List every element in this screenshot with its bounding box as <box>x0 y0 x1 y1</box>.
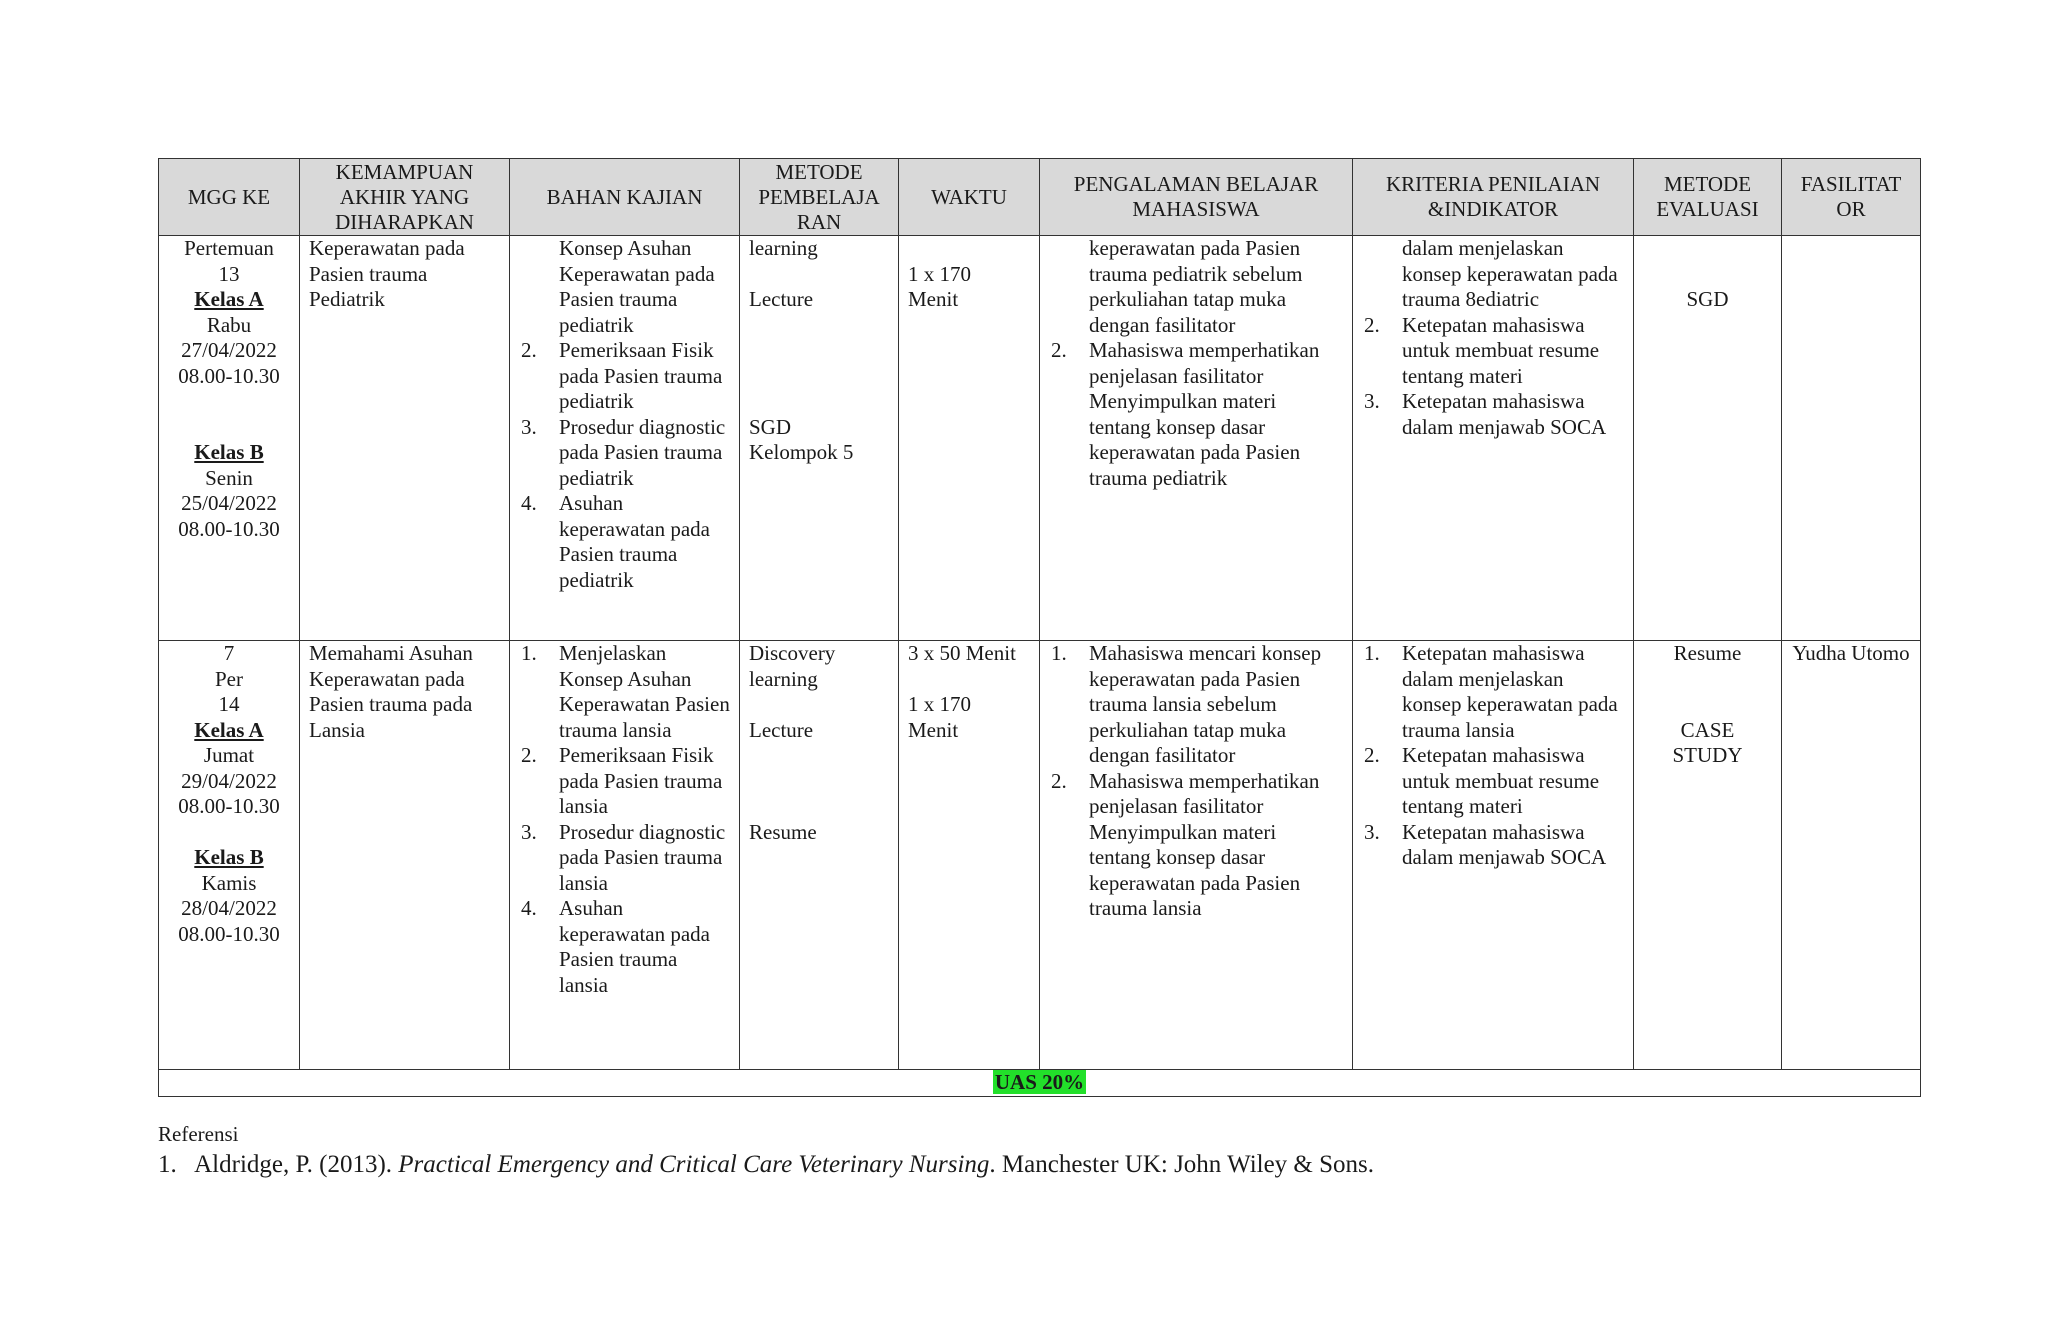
cell-kemampuan: Memahami Asuhan Keperawatan pada Pasien trauma pada Lansia <box>300 641 510 1070</box>
table-header-row <box>159 159 1921 236</box>
uas-row <box>159 1070 1921 1097</box>
cell-pengalaman <box>1040 641 1353 1070</box>
kelas-a-date: 29/04/2022 <box>181 768 277 793</box>
list-item: 3. Prosedur diagnostic pada Pasien trauma lansia <box>521 819 726 895</box>
list-item: 2. Pemeriksaan Fisik pada Pasien trauma pediatrik <box>521 338 723 413</box>
cell-metode-pembelajaran <box>740 236 899 641</box>
table-row <box>159 236 1921 641</box>
list-item: 3. Prosedur diagnostic pada Pasien trauma pediatrik <box>521 414 726 490</box>
reference-item <box>158 1148 1374 1182</box>
uas-label: UAS 20% <box>994 1070 1085 1094</box>
header-kemampuan: KEMAMPUAN AKHIR YANG DIHARAPKAN <box>300 159 510 236</box>
list-item: keperawatan pada Pasien trauma pediatrik sebelum perkuliahan tatap muka dengan fasilitator <box>1089 236 1303 337</box>
list-item: 2. Mahasiswa memperhatikan penjelasan fasilitator Menyimpulkan materi tentang konsep dasar keperawatan pada Pasien trauma pediatrik <box>1051 338 1320 490</box>
evaluasi-item: Resume <box>1673 641 1742 665</box>
rps-table <box>158 158 1921 1097</box>
kelas-b-time: 08.00-10.30 <box>178 921 280 946</box>
kelas-b-label: Kelas B <box>194 845 264 869</box>
rps-page <box>158 158 1920 1097</box>
mgg-line: 14 <box>218 692 240 716</box>
kelas-b-day: Senin <box>205 465 253 490</box>
mgg-line: Pertemuan <box>184 236 274 260</box>
cell-metode-evaluasi <box>1634 236 1782 641</box>
metode-item: Lecture <box>749 717 814 742</box>
header-metode-evaluasi: METODE EVALUASI <box>1634 159 1782 236</box>
cell-waktu <box>899 236 1040 641</box>
list-item: 3. Ketepatan mahasiswa dalam menjawab SOCA <box>1364 389 1607 439</box>
kelas-b-label: Kelas B <box>194 440 264 464</box>
header-bahan-kajian: BAHAN KAJIAN <box>510 159 740 236</box>
metode-item: learning <box>749 236 818 260</box>
list-item: 2. Pemeriksaan Fisik pada Pasien trauma lansia <box>521 743 723 818</box>
header-fasilitator: FASILITAT OR <box>1782 159 1921 236</box>
reference-author: Aldridge, P. (2013). <box>194 1151 399 1178</box>
kelas-a-day: Jumat <box>203 743 255 767</box>
kelas-a-label: Kelas A <box>194 287 264 311</box>
cell-bahan-kajian <box>510 236 740 641</box>
waktu-item: 1 x 170 Menit <box>908 692 971 742</box>
list-item: 2. Mahasiswa memperhatikan penjelasan fasilitator Menyimpulkan materi tentang konsep dasar keperawatan pada Pasien trauma lansia <box>1051 768 1320 920</box>
kelas-a-label: Kelas A <box>194 717 264 742</box>
waktu-item: 1 x 170 Menit <box>908 261 971 311</box>
kelas-b-date: 28/04/2022 <box>181 896 277 920</box>
header-metode-pembelajaran: METODE PEMBELAJA RAN <box>740 159 899 236</box>
cell-waktu <box>899 641 1040 1070</box>
cell-fasilitator <box>1782 236 1921 641</box>
kelas-b-time: 08.00-10.30 <box>178 516 280 541</box>
evaluasi-item: CASE STUDY <box>1672 717 1743 767</box>
mgg-line: Per <box>215 666 243 691</box>
cell-pengalaman <box>1040 236 1353 641</box>
cell-mgg <box>159 236 300 641</box>
kelas-a-time: 08.00-10.30 <box>178 363 280 388</box>
kelas-b-day: Kamis <box>201 870 257 895</box>
cell-metode-evaluasi <box>1634 641 1782 1070</box>
kelas-a-date: 27/04/2022 <box>181 338 277 362</box>
list-item: 1. Mahasiswa mencari konsep keperawatan pada Pasien trauma lansia sebelum perkuliahan tatap muka dengan fasilitator <box>1051 641 1322 767</box>
table-row <box>159 641 1921 1070</box>
waktu-item: 3 x 50 Menit <box>908 641 1016 665</box>
cell-kriteria <box>1353 236 1634 641</box>
header-mgg-ke: MGG KE <box>159 159 300 236</box>
cell-mgg <box>159 641 300 1070</box>
header-kriteria: KRITERIA PENILAIAN &INDIKATOR <box>1353 159 1634 236</box>
evaluasi-item: SGD <box>1686 287 1729 311</box>
references-section <box>158 1120 1374 1182</box>
cell-kemampuan: Keperawatan pada Pasien trauma Pediatrik <box>300 236 510 641</box>
list-item: 2. Ketepatan mahasiswa untuk membuat resume tentang materi <box>1364 312 1600 388</box>
list-item: dalam menjelaskan konsep keperawatan pada trauma 8ediatric <box>1402 236 1618 311</box>
list-item: Konsep Asuhan Keperawatan pada Pasien trauma pediatrik <box>559 236 715 337</box>
list-item: 3. Ketepatan mahasiswa dalam menjawab SOCA <box>1364 819 1607 869</box>
list-item: 4. Asuhan keperawatan pada Pasien trauma pediatrik <box>521 491 710 592</box>
metode-item: Discovery learning <box>749 641 836 691</box>
mgg-line: 13 <box>218 261 240 286</box>
cell-fasilitator: Yudha Utomo <box>1782 641 1921 1070</box>
kelas-b-date: 25/04/2022 <box>181 491 277 515</box>
metode-item: Resume <box>749 819 817 844</box>
references-title: Referensi <box>158 1122 239 1146</box>
list-item: 1. Menjelaskan Konsep Asuhan Keperawatan Pasien trauma lansia <box>521 641 730 742</box>
reference-publisher: . Manchester UK: John Wiley & Sons. <box>989 1151 1375 1178</box>
list-item: 4. Asuhan keperawatan pada Pasien trauma lansia <box>521 896 710 997</box>
cell-kriteria <box>1353 641 1634 1070</box>
list-item: 1. Ketepatan mahasiswa dalam menjelaskan konsep keperawatan pada trauma lansia <box>1364 641 1618 742</box>
cell-bahan-kajian <box>510 641 740 1070</box>
metode-item: Lecture <box>749 287 814 311</box>
kelas-a-time: 08.00-10.30 <box>178 794 280 818</box>
uas-cell <box>159 1070 1921 1097</box>
metode-item: SGD Kelompok 5 <box>749 414 854 464</box>
kelas-a-day: Rabu <box>206 312 252 337</box>
list-item: 2. Ketepatan mahasiswa untuk membuat resume tentang materi <box>1364 743 1600 818</box>
mgg-line: 7 <box>223 641 235 665</box>
reference-title: Practical Emergency and Critical Care Veterinary Nursing <box>398 1151 990 1178</box>
header-pengalaman: PENGALAMAN BELAJAR MAHASISWA <box>1040 159 1353 236</box>
cell-metode-pembelajaran <box>740 641 899 1070</box>
header-waktu: WAKTU <box>899 159 1040 236</box>
reference-number: 1. <box>158 1151 177 1178</box>
